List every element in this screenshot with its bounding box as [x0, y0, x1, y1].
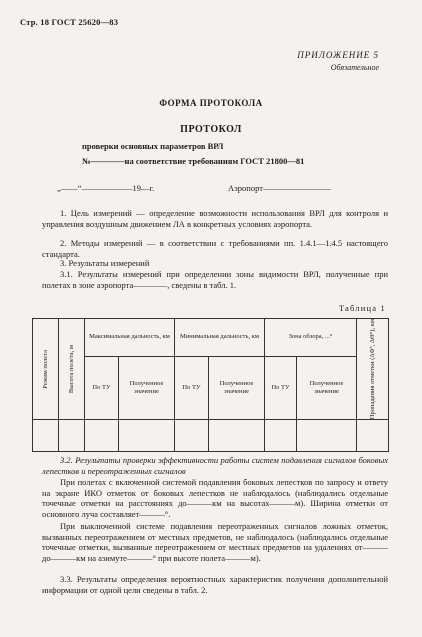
protocol-subtitle: проверки основных параметров ВРЛ — [82, 141, 224, 151]
paragraph-1: 1. Цель измерений — определение возможности использования ВРЛ для контроля и управления воздушным движением ЛА в конкретных условиях аэропорта. — [42, 208, 388, 229]
paragraph-3: 3. Результаты измерений — [60, 258, 150, 268]
paragraph-3-3: 3.3. Результаты определения вероятностных характеристик получения дополнительной информации от одной цели сведены в табл. 2. — [42, 574, 388, 595]
col-max-range: Максимальная дальность, км — [85, 319, 175, 357]
sub-obtained: Полученное значение — [297, 356, 357, 419]
paragraph-2: 2. Методы измерений — в соответствии с требованиями пп. 1.4.1—1.4.5 настоящего стандарта. — [42, 238, 388, 259]
col-flight-mode: Режим полета — [33, 319, 59, 420]
col-min-range: Минимальная дальность, км — [175, 319, 265, 357]
protocol-number-line: №————на соответствие требованиям ГОСТ 21800—81 — [82, 156, 305, 166]
paragraph-3-1: 3.1. Результаты измерений при определении зоны видимости ВРЛ, полученные при полетах в зоне аэропорта————, сведены в табл. 1. — [42, 269, 388, 290]
table-row — [33, 420, 389, 452]
col-dropouts: Пропадания отметки (ΔΦ°, ΔΘ°), км — [357, 319, 389, 420]
sub-tu: По ТУ — [85, 356, 119, 419]
appendix-status: Обязательное — [330, 63, 379, 72]
sub-obtained: Полученное значение — [119, 356, 175, 419]
col-flight-height: Высота полета, м — [59, 319, 85, 420]
paragraph-3-2-reflection: При выключенной системе подавления переотраженных сигналов ложных отметок, вызванных переотражением от местных предметов, не наблюдалось (наблюдались отдельные точечные отметки, вызванные переотражением от местных предметов на удалениях от———до———км на азимуте———° при высоте полета———м). — [42, 521, 388, 564]
sub-tu: По ТУ — [175, 356, 209, 419]
sub-tu: По ТУ — [265, 356, 297, 419]
paragraph-3-2-sidelobe: При полетах с включенной системой подавления боковых лепестков по запросу и ответу на экране ИКО отметок от боковых лепестков не наблюдалось (наблюдались отдельные точечные отметки на расстояниях до———км на высотах———м). Ширина отметки от основного луча составляет———°. — [42, 477, 388, 520]
paragraph-3-2: 3.2. Результаты проверки эффективности работы систем подавления сигналов боковых лепестков и переотраженных сигналов — [42, 455, 388, 476]
form-title: ФОРМА ПРОТОКОЛА — [159, 98, 263, 108]
page-header: Стр. 18 ГОСТ 25620—83 — [20, 17, 119, 27]
airport-line: Аэропорт———————— — [228, 183, 331, 193]
appendix-title: ПРИЛОЖЕНИЕ 5 — [297, 50, 379, 60]
table-caption: Таблица 1 — [338, 303, 386, 313]
results-table — [32, 318, 389, 452]
date-line: „——“——————19—г. — [57, 183, 155, 193]
sub-obtained: Полученное значение — [209, 356, 265, 419]
col-view-zone: Зона обзора, ...° — [265, 319, 357, 357]
protocol-title: ПРОТОКОЛ — [180, 124, 242, 135]
